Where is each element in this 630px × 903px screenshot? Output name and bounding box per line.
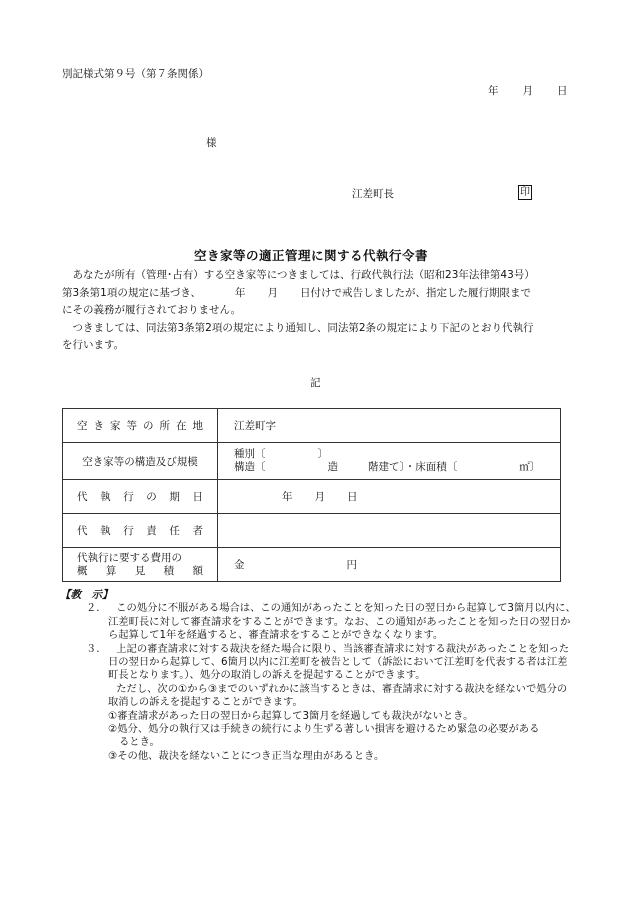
body-line: を行います。 <box>62 339 125 351</box>
location-value: 江差町字 <box>218 409 561 443</box>
document-title: 空き家等の適正管理に関する代執行令書 <box>194 248 429 263</box>
notice-section <box>62 589 577 763</box>
seal-mark: 印 <box>520 187 530 198</box>
table-row <box>63 480 561 514</box>
date-day: 日 <box>557 85 568 97</box>
notice-sub-2a: ②処分、処分の執行又は手続きの続行により生ずる著しい損害を避けるため緊急の必要がある <box>108 723 540 736</box>
issuer-name: 江差町長 <box>352 188 394 200</box>
execution-date-value: 年 月 日 <box>218 480 561 514</box>
notice-heading: 【教 示】 <box>60 589 113 601</box>
notice-sub-2b: るとき。 <box>119 736 160 749</box>
body-line: 第3条第1項の規定に基づき、 年 月 日付けで戒告しましたが、指定した履行期限まで <box>62 286 531 299</box>
body-line: あなたが所有（管理･占有）する空き家等につきましては、行政代執行法（昭和23年法律第43号） <box>72 269 535 281</box>
body-line: にその義務が履行されておりません。 <box>62 304 242 316</box>
ki-mark: 記 <box>310 377 321 389</box>
date-year: 年 <box>488 85 499 97</box>
detail-table <box>62 408 561 582</box>
addressee-suffix: 様 <box>206 137 217 149</box>
responsible-person-label: 代 執 行 責 任 者 <box>63 514 218 548</box>
notice-sub-1: ①審査請求があった日の翌日から起算して3箇月を経過しても裁決がないとき。 <box>108 709 474 722</box>
body-text <box>62 267 572 355</box>
execution-date-label: 代 執 行 の 期 日 <box>63 480 218 514</box>
structure-value: 種別〔 〕 構造〔 造 階建て〕・床面積〔 ㎡〕 <box>218 443 561 480</box>
location-label: 空 き 家 等 の 所 在 地 <box>63 409 218 443</box>
table-row <box>63 443 561 480</box>
responsible-person-value <box>218 514 561 548</box>
date-line <box>488 83 568 98</box>
table-row <box>63 514 561 548</box>
notice-item-2: ２. この処分に不服がある場合は、この通知があったことを知った日の翌日から起算して3箇月以内に、江差町長に対して審査請求をすることができます。なお、この通知があったことを知った日の翌日から起算して1年を経過すると、審査請求をすることができなくなります。 <box>86 602 576 642</box>
cost-estimate-value: 金 円 <box>218 548 561 582</box>
body-line: つきましては、同法第3条第2項の規定により通知し、同法第2条の規定により下記のとおり代執行 <box>72 321 534 334</box>
table-row <box>63 409 561 443</box>
notice-item-3: ３. 上記の審査請求に対する裁決を経た場合に限り、当該審査請求に対する裁決があったことを知った日の翌日から起算して、6箇月以内に江差町を被告として（訴訟において江差町を代表する者は江差町長となります。）、処分の取消しの訴えを提起することができます。 ただし、次の①から③までのいずれかに該当するときは、審査請求に対する裁決を経ないで処分の取消しの訴えを提起することができます。 <box>86 642 570 709</box>
table-row <box>63 548 561 582</box>
structure-label: 空き家等の構造及び規模 <box>63 443 218 480</box>
notice-sub-3: ③その他、裁決を経ないことにつき正当な理由があるとき。 <box>108 749 385 762</box>
form-number: 別記様式第９号（第７条関係） <box>62 68 209 80</box>
cost-estimate-label: 代執行に要する費用の 概 算 見 積 額 <box>63 548 218 582</box>
date-month: 月 <box>522 85 533 97</box>
